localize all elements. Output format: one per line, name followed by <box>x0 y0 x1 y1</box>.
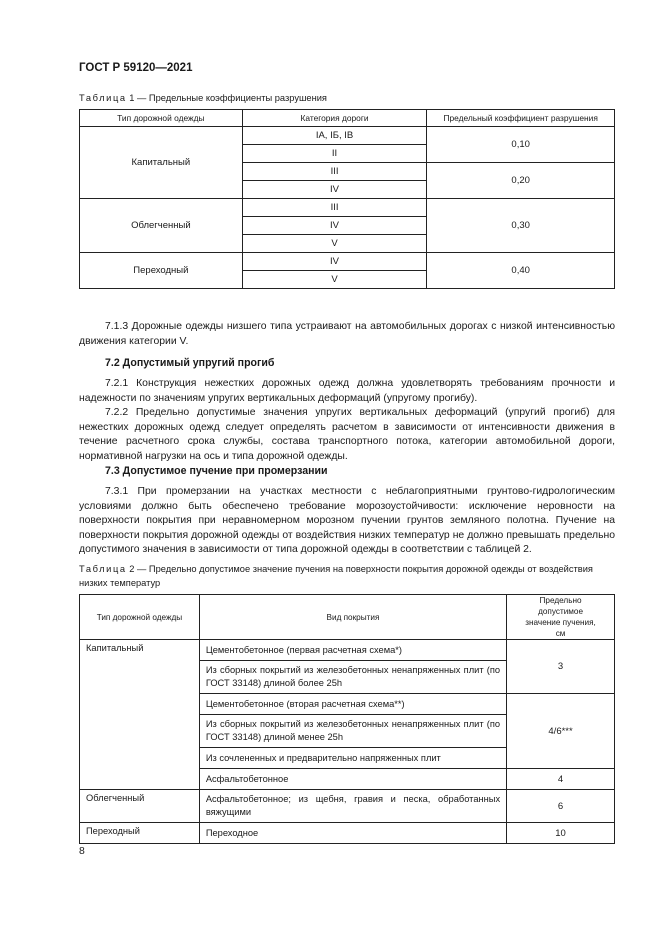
table1-coefficient-cell: 0,30 <box>427 199 615 253</box>
section-7-3-body <box>79 485 615 558</box>
table2-value-cell: 10 <box>507 823 615 844</box>
table2-caption-text: 2 — Предельно допустимое значение пучения на поверхности покрытия дорожной одежды от воздействия низких температур <box>79 564 593 588</box>
paragraph-7-1-3: 7.1.3 Дорожные одежды низшего типа устраивают на автомобильных дорогах с низкой интенсивностью движения категории V. <box>79 321 615 347</box>
page-number: 8 <box>79 846 85 857</box>
table2-covering-cell: Из сборных покрытий из железобетонных ненапряженных плит (по ГОСТ 33148) длиной более 25h <box>199 661 506 694</box>
table1-header-cell: Тип дорожной одежды <box>80 110 243 127</box>
table2-value-cell: 3 <box>507 640 615 694</box>
table1-category-cell: II <box>242 145 427 163</box>
table2-covering-cell: Из сборных покрытий из железобетонных ненапряженных плит (по ГОСТ 33148) длиной менее 25h <box>199 715 506 748</box>
paragraph-7-2-1: 7.2.1 Конструкция нежестких дорожных одежд должна удовлетворять требованиям прочности и надежности по значениям упругих вертикальных деформаций (упругому прогибу). <box>79 378 615 404</box>
table1-category-cell: IA, IБ, IB <box>242 127 427 145</box>
table1-coefficient-cell: 0,10 <box>427 127 615 163</box>
table2-value-cell: 6 <box>507 790 615 823</box>
table2-header-cell: Предельно допустимое значение пучения, см <box>507 595 615 640</box>
table1-caption <box>79 91 327 105</box>
table2-type-cell: Капитальный <box>80 640 200 790</box>
table1-category-cell: IV <box>242 217 427 235</box>
table1-category-cell: III <box>242 199 427 217</box>
table1-category-cell: IV <box>242 253 427 271</box>
table2-header-cell: Тип дорожной одежды <box>80 595 200 640</box>
table1-caption-text: 1 — Предельные коэффициенты разрушения <box>129 93 327 103</box>
table1-header-cell: Предельный коэффициент разрушения <box>427 110 615 127</box>
section-7-2-body <box>79 377 615 465</box>
table-row <box>80 790 615 823</box>
table1-category-cell: III <box>242 163 427 181</box>
table1-type-cell: Облегченный <box>80 199 243 253</box>
table-row <box>80 640 615 661</box>
table2-covering-cell: Цементобетонное (первая расчетная схема*) <box>199 640 506 661</box>
paragraph-7-2-2: 7.2.2 Предельно допустимые значения упругих вертикальных деформаций (упругий прогиб) для нежестких дорожных одежд следует определять расчетом в зависимости от интенсивности движения в течение расчетного срока службы, состава транспортного потока, категории автомобильной дороги, нормативной нагрузки на ось и типа дорожной одежды. <box>79 407 615 462</box>
table2-covering-cell: Асфальтобетонное; из щебня, гравия и песка, обработанных вяжущими <box>199 790 506 823</box>
table-row <box>80 199 615 217</box>
table-row <box>80 127 615 145</box>
table1-type-cell: Капитальный <box>80 127 243 199</box>
table1-category-cell: V <box>242 235 427 253</box>
table1 <box>79 109 615 289</box>
table-row <box>80 253 615 271</box>
table1-category-cell: V <box>242 271 427 289</box>
table2-header-cell: Вид покрытия <box>199 595 506 640</box>
table2-type-cell: Переходный <box>80 823 200 844</box>
table2-covering-cell: Переходное <box>199 823 506 844</box>
table1-type-cell: Переходный <box>80 253 243 289</box>
table1-coefficient-cell: 0,40 <box>427 253 615 289</box>
table-row <box>80 823 615 844</box>
table2-caption <box>79 562 615 590</box>
table2-covering-cell: Асфальтобетонное <box>199 769 506 790</box>
table1-coefficient-cell: 0,20 <box>427 163 615 199</box>
document-header: ГОСТ Р 59120—2021 <box>79 62 193 74</box>
table1-category-cell: IV <box>242 181 427 199</box>
table2-value-cell: 4 <box>507 769 615 790</box>
table2-type-cell: Облегченный <box>80 790 200 823</box>
table1-caption-word: Таблица <box>79 93 127 103</box>
table2 <box>79 594 615 844</box>
table2-value-cell: 4/6*** <box>507 694 615 769</box>
table1-header-cell: Категория дороги <box>242 110 427 127</box>
table2-caption-word: Таблица <box>79 564 127 574</box>
table1-header-row <box>80 110 615 127</box>
table2-header-row <box>80 595 615 640</box>
paragraph-7-3-1: 7.3.1 При промерзании на участках местности с неблагоприятными грунтово-гидрологическим условиями должно быть обеспечено требование морозоустойчивости: исключение неровности на поверхности покрытия при неравномерном морозном пучении грунтов земляного полотна. Пучение на поверхности покрытия дорожной одежды от воздействия низких температур не должно превышать предельно допустимого значения в зависимости от типа дорожной одежды в соответствии с таблицей 2. <box>79 486 615 556</box>
table2-covering-cell: Цементобетонное (вторая расчетная схема**) <box>199 694 506 715</box>
section-7-2-title: 7.2 Допустимый упругий прогиб <box>105 357 275 369</box>
table2-covering-cell: Из сочлененных и предварительно напряженных плит <box>199 748 506 769</box>
section-7-3-title: 7.3 Допустимое пучение при промерзании <box>105 465 328 477</box>
